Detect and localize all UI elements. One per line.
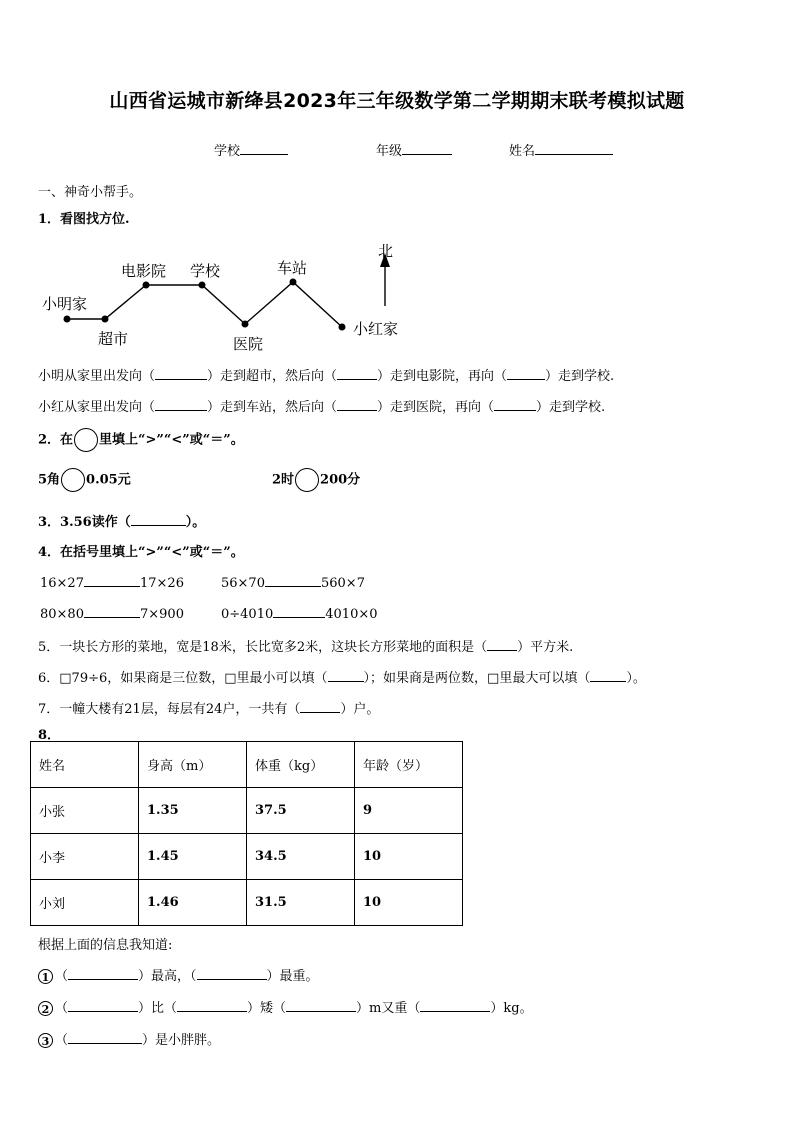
answer-blank[interactable]	[286, 999, 356, 1012]
answer-blank[interactable]	[68, 967, 138, 980]
q4-r2c2-left: 0÷4010	[221, 607, 274, 622]
page-title: 山西省运城市新绛县2023年三年级数学第二学期期末联考模拟试题	[109, 90, 685, 112]
q5-text-post: ）平方米.	[517, 640, 574, 655]
q4-r2c2	[221, 605, 378, 622]
q8-s2-text-d: ）m又重（	[356, 1001, 421, 1016]
label-school: 学校	[190, 262, 221, 280]
answer-blank[interactable]	[494, 398, 536, 411]
compare-circle-icon	[74, 428, 98, 452]
school-blank[interactable]	[240, 142, 288, 155]
q4-r2c2-right: 4010×0	[325, 607, 378, 622]
answer-blank[interactable]	[328, 669, 364, 682]
answer-circle[interactable]	[61, 468, 85, 492]
school-field[interactable]	[214, 140, 288, 159]
q1-line1-text-a: 小明从家里出发向（	[38, 369, 156, 384]
table-row	[31, 788, 463, 834]
grade-label: 年级	[376, 144, 403, 159]
north-label: 北	[378, 242, 394, 260]
q1-line1-text-b: ）走到超市，然后向（	[207, 369, 338, 384]
q2-title	[38, 428, 244, 452]
q4-r2c1-left: 80×80	[40, 607, 84, 622]
school-label: 学校	[214, 144, 241, 159]
q4-r2c1	[40, 605, 184, 622]
answer-blank[interactable]	[84, 574, 140, 587]
label-supermarket: 超市	[98, 330, 129, 348]
answer-blank[interactable]	[84, 605, 140, 618]
q2-title-post: 里填上“>”“<”或“＝”。	[99, 432, 244, 448]
table-cell: 小张	[31, 788, 139, 834]
q6-text-a: 6．□79÷6，如果商是三位数，□里最小可以填（	[38, 671, 328, 686]
q8-s1-text-b: ）最高，（	[138, 969, 197, 984]
q1-line1	[38, 365, 614, 384]
q4-r1c2	[221, 574, 365, 591]
q8-sub2	[38, 997, 533, 1016]
answer-blank[interactable]	[337, 398, 377, 411]
point-xiaoming-home	[64, 316, 71, 323]
answer-blank[interactable]	[337, 367, 377, 380]
table-header-cell: 姓名	[31, 742, 139, 788]
answer-blank[interactable]	[265, 574, 321, 587]
table-cell: 10	[355, 880, 463, 926]
q8-s1-text-a: （	[55, 969, 69, 984]
answer-blank[interactable]	[590, 669, 626, 682]
answer-blank[interactable]	[68, 1031, 142, 1044]
answer-blank[interactable]	[68, 999, 138, 1012]
q7	[38, 698, 379, 717]
grade-field[interactable]	[376, 140, 452, 159]
q3-text-post: ）。	[185, 515, 206, 530]
q8-intro: 根据上面的信息我知道:	[38, 938, 173, 953]
q2-item-b	[272, 468, 360, 492]
answer-blank[interactable]	[507, 367, 545, 380]
table-cell: 1.46	[139, 880, 247, 926]
info-table	[30, 741, 463, 926]
answer-blank[interactable]	[487, 638, 517, 651]
answer-blank[interactable]	[131, 513, 186, 526]
q4-r1c2-left: 56×70	[221, 576, 265, 591]
label-xiaoming-home: 小明家	[42, 295, 88, 313]
q7-text-pre: 7．一幢大楼有21层，每层有24户，一共有（	[38, 702, 301, 717]
table-cell: 9	[355, 788, 463, 834]
table-cell: 小李	[31, 834, 139, 880]
answer-blank[interactable]	[155, 398, 207, 411]
grade-blank[interactable]	[402, 142, 452, 155]
route-map	[0, 235, 430, 360]
name-field[interactable]	[509, 140, 613, 159]
q2-b-left: 2时	[272, 472, 295, 488]
route-points	[64, 279, 346, 331]
answer-blank[interactable]	[300, 700, 340, 713]
table-row	[31, 880, 463, 926]
q4-r1c1	[40, 574, 184, 591]
point-xiaohong-home	[339, 324, 346, 331]
q6	[38, 667, 646, 686]
q4-r1c1-left: 16×27	[40, 576, 84, 591]
label-cinema: 电影院	[121, 262, 167, 280]
q5-text-pre: 5．一块长方形的菜地，宽是18米，长比宽多2米，这块长方形菜地的面积是（	[38, 640, 488, 655]
q8-s2-text-e: ）kg。	[490, 1001, 533, 1016]
table-cell: 1.35	[139, 788, 247, 834]
q4-title: 4．在括号里填上“>”“<”或“＝”。	[38, 545, 244, 560]
table-cell: 小刘	[31, 880, 139, 926]
q1-line1-text-d: ）走到学校.	[545, 369, 615, 384]
route-lines	[67, 261, 385, 327]
q1-line2-text-a: 小红从家里出发向（	[38, 400, 156, 415]
answer-blank[interactable]	[177, 999, 247, 1012]
q8-sub1	[38, 965, 319, 984]
circled-number: 3	[38, 1033, 53, 1048]
q6-text-c: ）。	[626, 671, 646, 686]
q1-line1-text-c: ）走到电影院，再向（	[377, 369, 508, 384]
table-cell: 10	[355, 834, 463, 880]
q5	[38, 636, 573, 655]
answer-blank[interactable]	[197, 967, 267, 980]
label-xiaohong-home: 小红家	[353, 320, 399, 338]
q1-title: 1．看图找方位.	[38, 212, 130, 227]
point-supermarket	[102, 316, 109, 323]
q8-s2-text-a: （	[55, 1001, 69, 1016]
q4-r1c1-right: 17×26	[139, 576, 184, 591]
answer-blank[interactable]	[273, 605, 325, 618]
q1-line2-text-b: ）走到车站，然后向（	[207, 400, 338, 415]
q8-s2-text-b: ）比（	[138, 1001, 178, 1016]
point-hospital	[242, 321, 249, 328]
table-cell: 31.5	[247, 880, 355, 926]
point-station	[290, 279, 297, 286]
q4-r1c2-right: 560×7	[320, 576, 365, 591]
circled-number: 2	[38, 1001, 53, 1016]
q2-a-left: 5角	[38, 472, 61, 488]
q1-line2-text-c: ）走到医院，再向（	[377, 400, 495, 415]
table-header-cell: 身高（m）	[139, 742, 247, 788]
section-heading: 一、神奇小帮手。	[38, 185, 143, 200]
circled-number: 1	[38, 969, 53, 984]
table-header-cell: 年龄（岁）	[355, 742, 463, 788]
q2-item-a	[38, 468, 131, 492]
point-school	[199, 282, 206, 289]
answer-circle[interactable]	[295, 468, 319, 492]
table-cell: 34.5	[247, 834, 355, 880]
q3-text-pre: 3．3.56读作（	[38, 515, 131, 530]
answer-blank[interactable]	[155, 367, 207, 380]
q8-s2-text-c: ）矮（	[247, 1001, 287, 1016]
point-cinema	[143, 282, 150, 289]
answer-blank[interactable]	[420, 999, 490, 1012]
q4-r2c1-right: 7×900	[139, 607, 184, 622]
q6-text-b: ）；如果商是两位数，□里最大可以填（	[363, 671, 591, 686]
q3	[38, 511, 205, 530]
q2-title-pre: 2．在	[38, 432, 74, 448]
label-station: 车站	[277, 259, 308, 277]
q8-s3-text-a: （	[55, 1033, 69, 1048]
q1-line2	[38, 396, 605, 415]
table-header-cell: 体重（kg）	[247, 742, 355, 788]
table-cell: 37.5	[247, 788, 355, 834]
q8-sub3	[38, 1029, 220, 1048]
q2-a-right: 0.05元	[86, 472, 131, 488]
q8-s3-text-b: ）是小胖胖。	[142, 1033, 221, 1048]
label-hospital: 医院	[233, 335, 264, 353]
table-row	[31, 834, 463, 880]
name-blank[interactable]	[535, 142, 613, 155]
name-label: 姓名	[509, 144, 536, 159]
table-header-row	[31, 742, 463, 788]
q1-line2-text-d: ）走到学校.	[536, 400, 606, 415]
q2-b-right: 200分	[320, 472, 361, 488]
q8-s1-text-c: ）最重。	[266, 969, 319, 984]
q7-text-post: ）户。	[340, 702, 380, 717]
q8-label: 8．	[38, 728, 61, 743]
table-cell: 1.45	[139, 834, 247, 880]
